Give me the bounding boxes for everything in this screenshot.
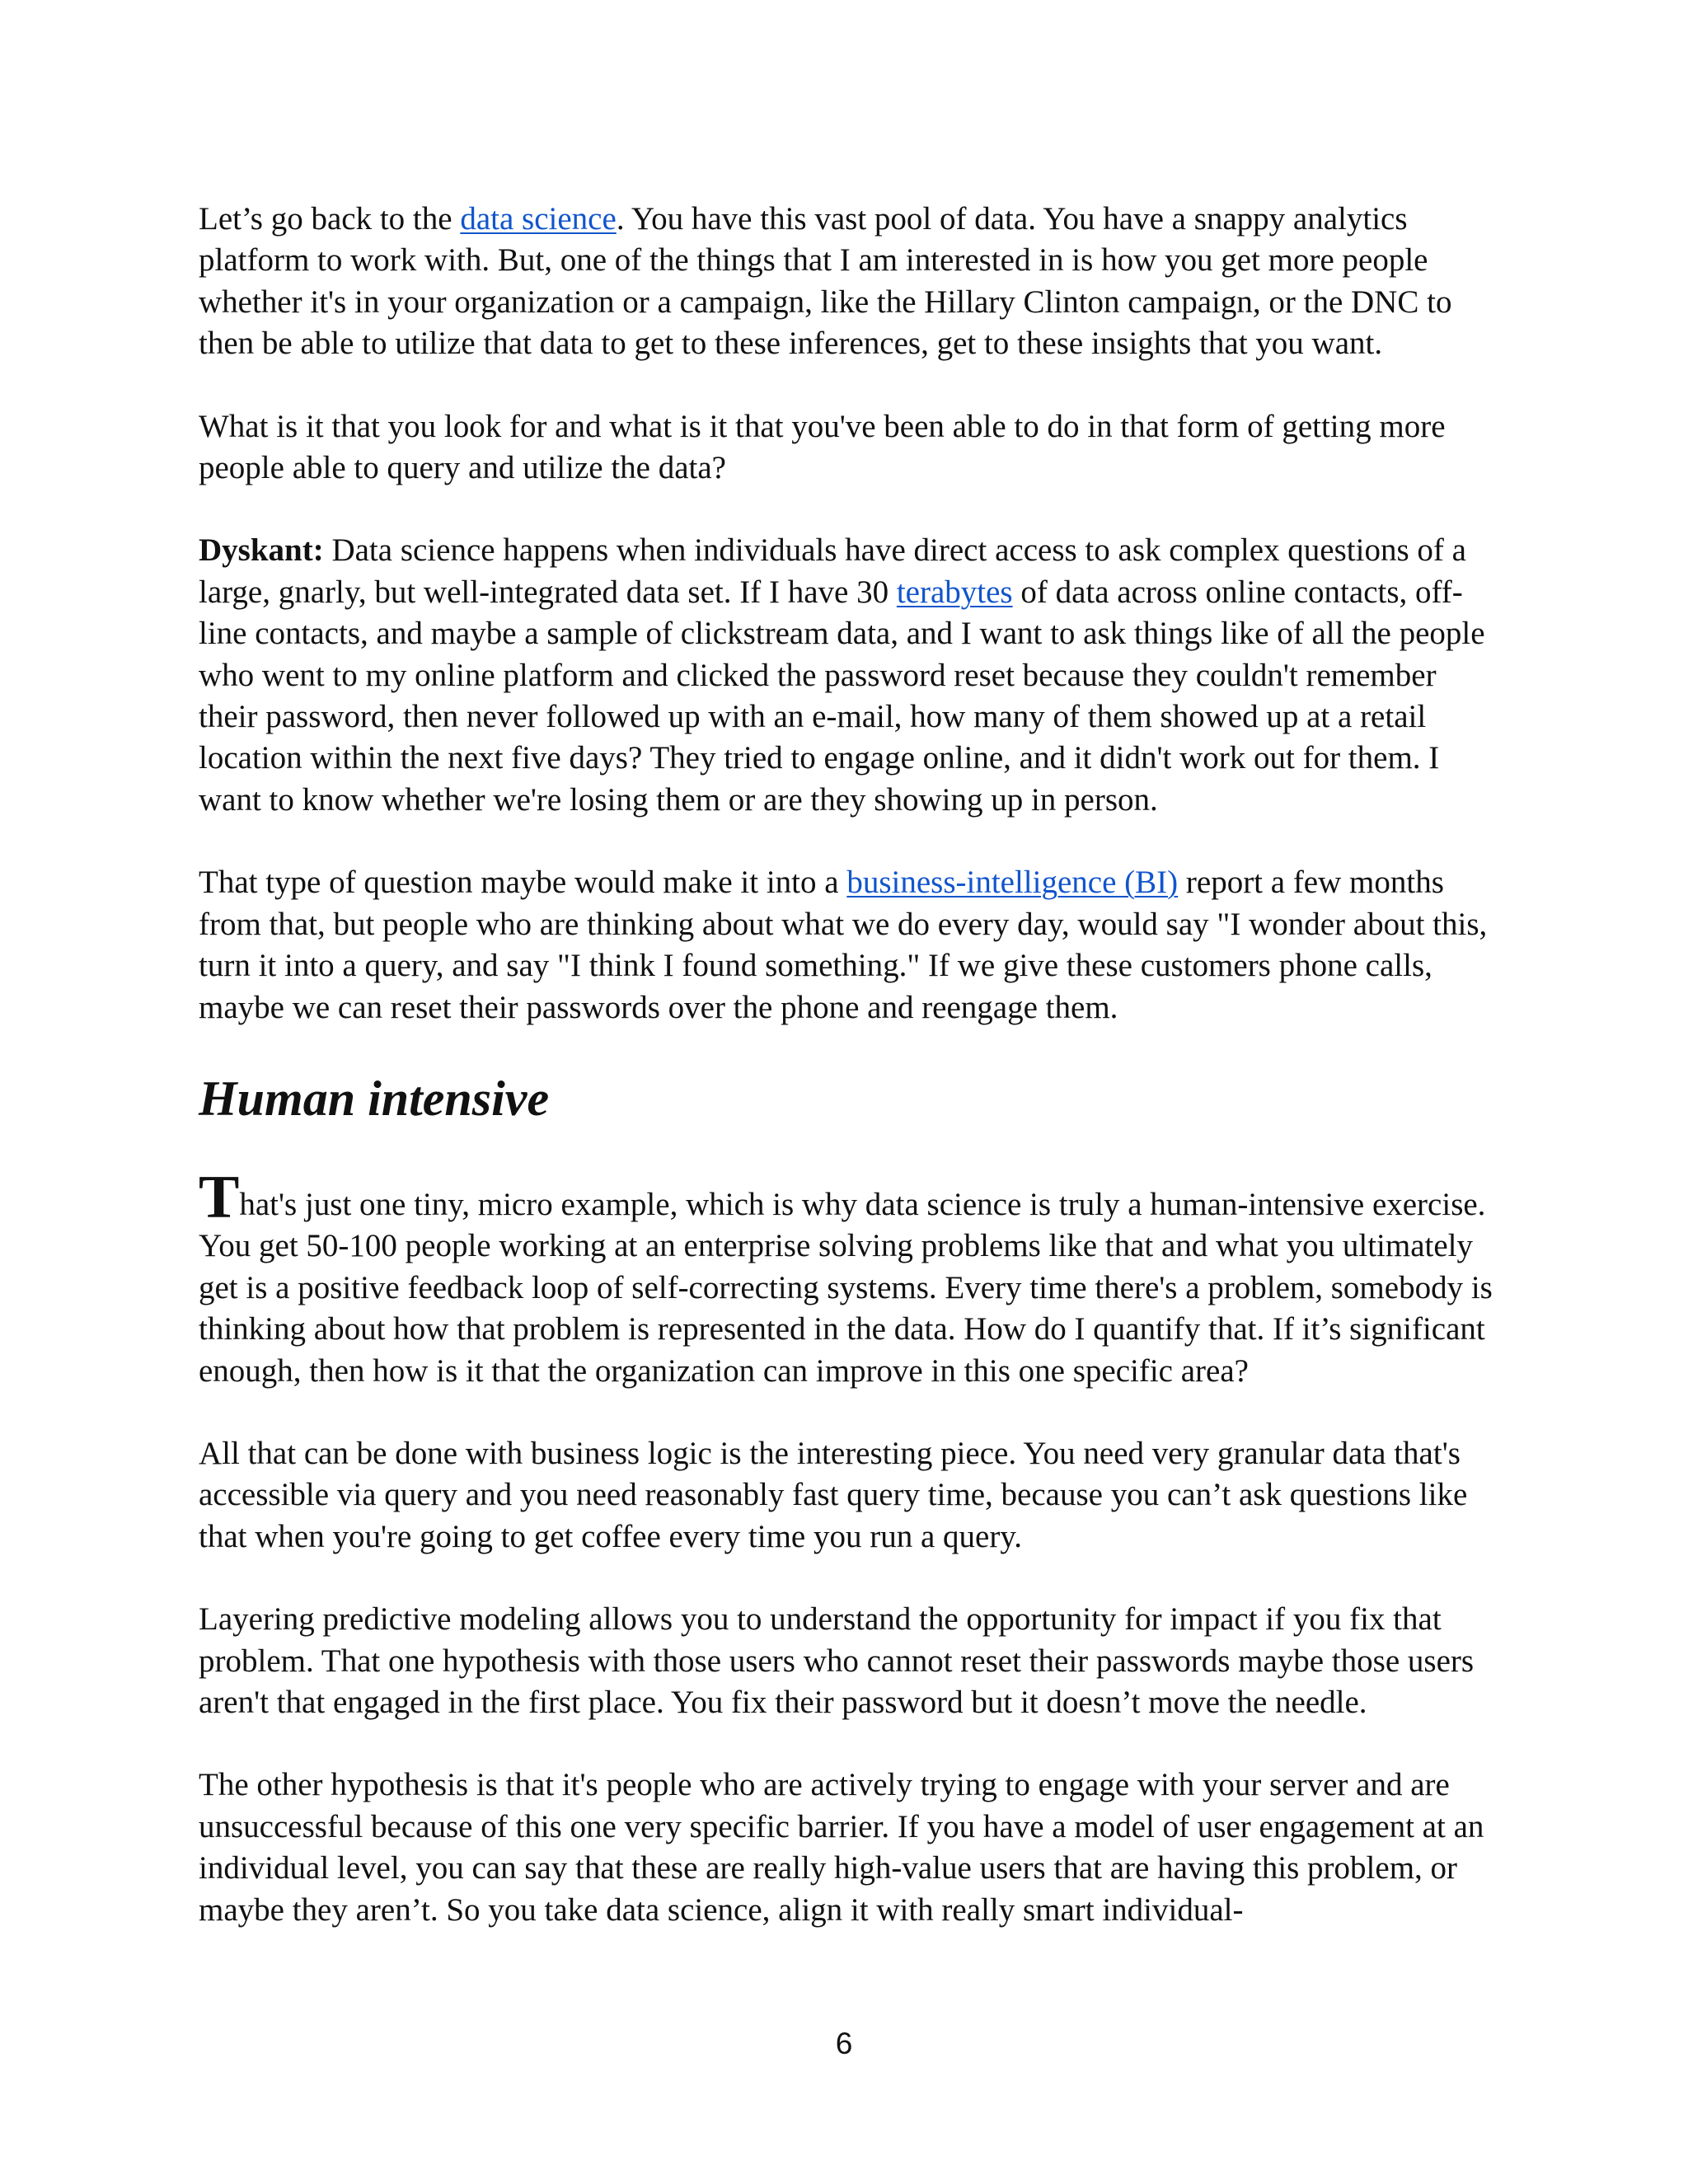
paragraph-text: What is it that you look for and what is it that you've been able to do in that form of getting more people able to query and utilize the data? — [199, 408, 1446, 486]
paragraph-text: hat's just one tiny, micro example, which is why data science is truly a human-intensive exercise. You get 50-100 people working at an enterprise solving problems like that and what you ultimately get is a positive feedback loop of self-correcting systems. Every time there's a problem, somebody is thinking about how that problem is represented in the data. How do I quantify that. If it’s significant enough, then how is it that the organization can improve in this one specific area? — [199, 1186, 1493, 1389]
section-heading: Human intensive — [199, 1071, 550, 1126]
paragraph-text: of data across online contacts, off-line contacts, and maybe a sample of clickstream data, and I want to ask things like of all the people who went to my online platform and clicked the password reset because they couldn't remember their password, then never followed up with an e-mail, how many of them showed up at a retail location within the next five days? They tried to engage online, and it didn't work out for them. I want to know whether we're losing them or are they showing up in person. — [199, 574, 1485, 818]
paragraph-intro — [199, 199, 1501, 365]
paragraph-question — [199, 406, 1501, 490]
drop-cap-letter: T — [199, 1163, 240, 1231]
paragraph-other-hypothesis — [199, 1765, 1501, 1931]
link-data-science[interactable]: data science — [460, 201, 617, 237]
paragraph-predictive-modeling — [199, 1599, 1501, 1723]
paragraph-text: Let’s go back to the — [199, 201, 461, 237]
paragraph-text: Data science happens when individuals have direct access to ask complex questions of a large, gnarly, but well-integrated data set. If I have 30 — [199, 532, 1466, 610]
paragraph-text: Layering predictive modeling allows you to understand the opportunity for impact if you fix that problem. That one hypothesis with those users who cannot reset their passwords maybe those users aren't that engaged in the first place. You fix their password but it doesn’t move the needle. — [199, 1601, 1475, 1720]
paragraph-dyskant-answer — [199, 530, 1501, 821]
paragraph-business-logic — [199, 1433, 1501, 1558]
paragraph-human-intensive — [199, 1164, 1501, 1392]
page-number: 6 — [835, 2027, 853, 2060]
paragraph-text: The other hypothesis is that it's people who are actively trying to engage with your server and are unsuccessful because of this one very specific barrier. If you have a model of user engagement at an individual level, you can say that these are really high-value users that are having this problem, or maybe they aren’t. So you take data science, align it with really smart individual- — [199, 1767, 1484, 1928]
speaker-name: Dyskant: — [199, 532, 324, 569]
paragraph-bi-report — [199, 862, 1501, 1029]
paragraph-text: All that can be done with business logic is the interesting piece. You need very granular data that's accessible via query and you need reasonably fast query time, because you can’t ask questions like that when you're going to get coffee every time you run a query. — [199, 1435, 1468, 1554]
paragraph-text: report a few months from that, but people who are thinking about what we do every day, would say "I wonder about this, turn it into a query, and say "I think I found something." If we give these customers phone calls, maybe we can reset their passwords over the phone and reengage them. — [199, 865, 1488, 1025]
link-terabytes[interactable]: terabytes — [896, 574, 1013, 610]
link-business-intelligence[interactable]: business-intelligence (BI) — [846, 865, 1179, 901]
paragraph-text: That type of question maybe would make it into a — [199, 865, 847, 901]
paragraph-text: . You have this vast pool of data. You have a snappy analytics platform to work with. But, one of the things that I am interested in is how you get more people whether it's in your organization or a campaign, like the Hillary Clinton campaign, or the DNC to then be able to utilize that data to get to these inferences, get to these insights that you want. — [199, 201, 1452, 362]
document-body — [199, 199, 1501, 1972]
